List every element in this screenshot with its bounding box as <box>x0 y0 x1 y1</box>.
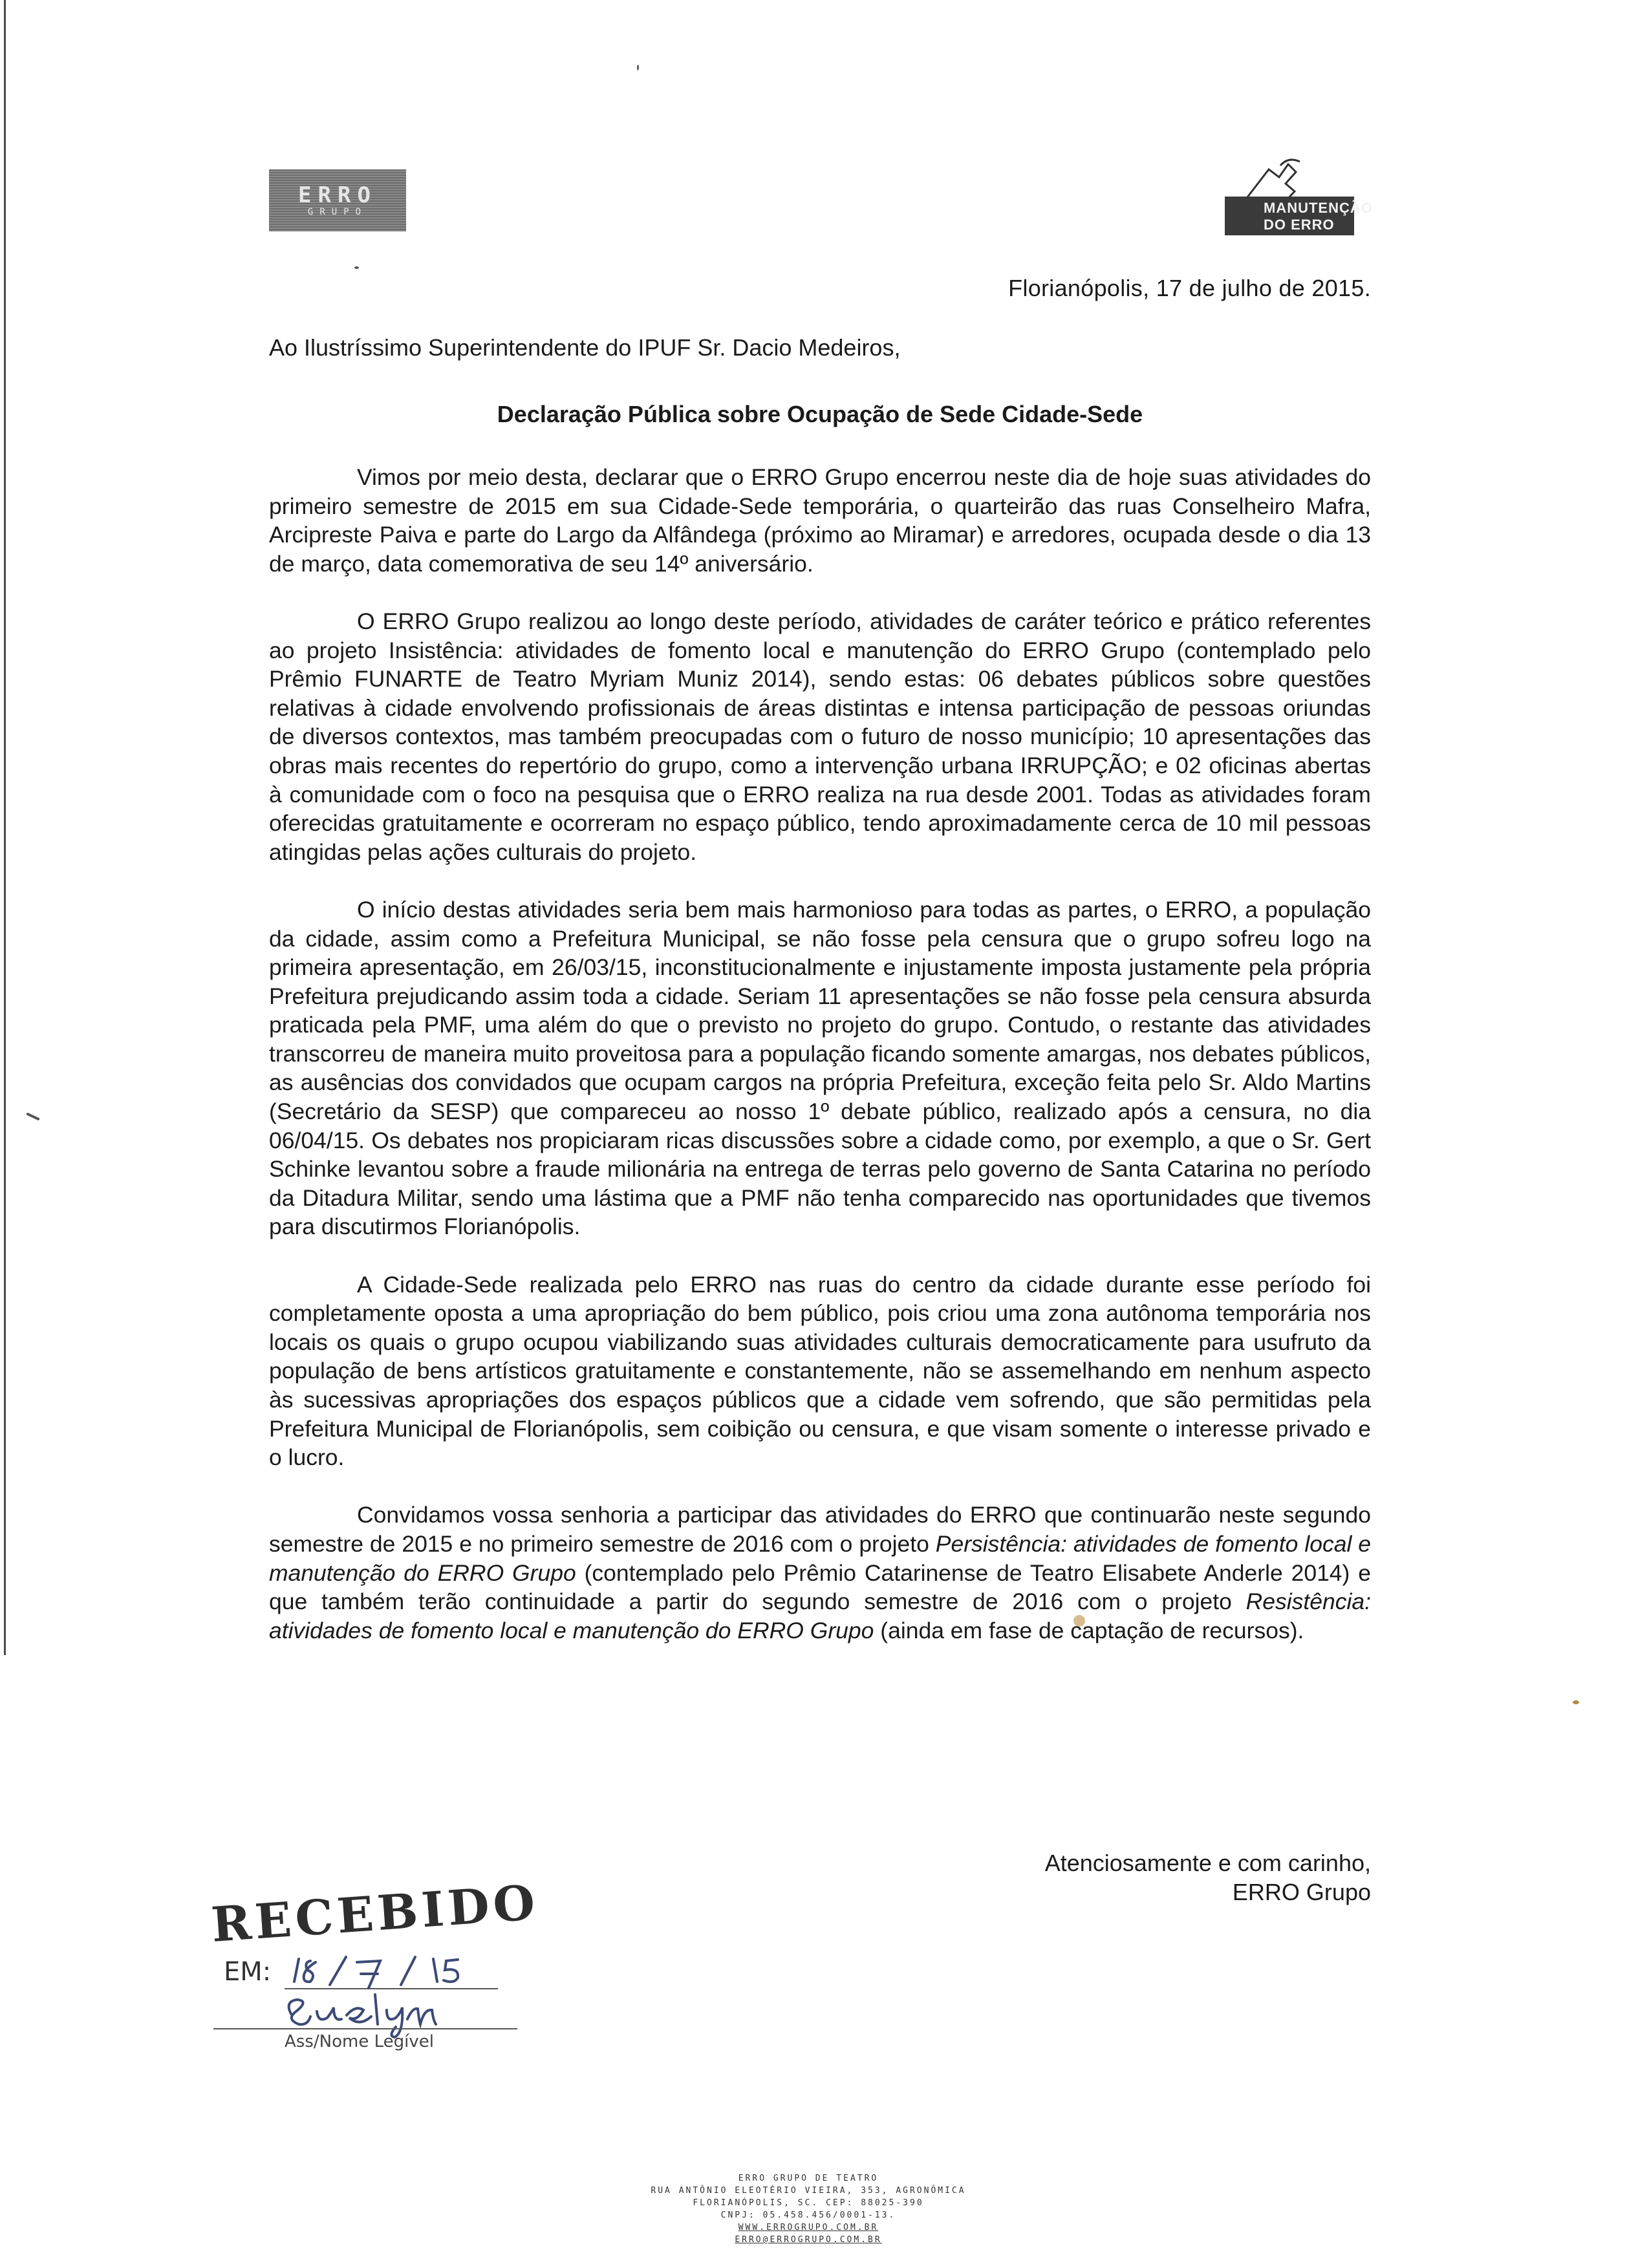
closing <box>841 1849 1371 1907</box>
logo-right-line2: DO ERRO <box>1264 217 1335 233</box>
footer-line-1: ERRO GRUPO DE TEATRO <box>738 2174 879 2183</box>
letter-date: Florianópolis, 17 de julho de 2015. <box>1008 275 1371 301</box>
paragraph-5-project-persistencia: Persistência: atividades de fomento local e manutenção do ERRO Grupo <box>269 1530 1372 1586</box>
paragraph-5 <box>269 1501 1371 1645</box>
paragraph-5-text-e: (ainda em fase de captação de recursos). <box>874 1617 1304 1643</box>
stamp-signature-line <box>213 2028 517 2029</box>
stamp-label: RECEBIDO <box>210 1874 541 1953</box>
paragraph-3: O início destas atividades seria bem mais harmonioso para todas as partes, o ERRO, a população da cidade, assim como a Prefeitura Municipal, se não fosse pela censura que o grupo sofreu logo na primeira apresentação, em 26/03/15, inconstitucionalmente e injustamente imposta justamente pela própria Prefeitura prejudicando assim toda a cidade. Seriam 11 apresentações se não fosse pela censura absurda praticada pela PMF, uma além do que o previsto no projeto do grupo. Contudo, o restante das atividades transcorreu de maneira muito proveitosa para a população ficando somente amargas, nos debates públicos, as ausências dos convidados que ocupam cargos na própria Prefeitura, exceção feita pelo Sr. Aldo Martins (Secretário da SESP) que compareceu ao nosso 1º debate público, realizado após a censura, no dia 06/04/15. Os debates nos propiciaram ricas discussões sobre a cidade como, por exemplo, a que o Sr. Gert Schinke levantou sobre a fraude milionária na entrega de terras pelo governo de Santa Catarina no período da Ditadura Militar, sendo uma lástima que a PMF não tenha comparecido nas oportunidades que tivemos para discutirmos Florianópolis. <box>269 896 1371 1240</box>
scan-edge-artifact <box>4 0 6 1655</box>
erro-grupo-logo <box>269 169 406 231</box>
paragraph-5-text-a: Convidamos vossa senhoria a participar das atividades do ERRO que continuarão neste segundo semestre de 2015 e no primeiro semestre de 2016 com o projeto <box>269 1502 1371 1557</box>
manutencao-do-erro-logo <box>1191 150 1373 241</box>
logo-left-line2: GRUPO <box>307 207 368 217</box>
paragraph-4: A Cidade-Sede realizada pelo ERRO nas ruas do centro da cidade durante esse período foi completamente oposta a uma apropriação do bem público, pois criou uma zona autônoma temporária nos locais os quais o grupo ocupou viabilizando suas atividades culturais democraticamente para usufruto da população de bens artísticos gratuitamente e constantemente, não se assemelhando em nenhum aspecto às sucessivas apropriações dos espaços públicos que a cidade vem sofrendo, que são permitidas pela Prefeitura Municipal de Florianópolis, sem coibição ou censura, e que visam somente o interesse privado e o lucro. <box>269 1271 1371 1471</box>
closing-line-1: Atenciosamente e com carinho, <box>1044 1850 1371 1876</box>
stamp-date-label: EM: <box>224 1957 272 1987</box>
scan-speck <box>1573 1700 1579 1704</box>
stamp-signature-handwritten <box>289 1995 436 2037</box>
stamp-caption: Ass/Nome Legível <box>285 2032 434 2051</box>
letter-title: Declaração Pública sobre Ocupação de Sede Cidade-Sede <box>497 401 1143 427</box>
paragraph-5-text-c: (contemplado pelo Prêmio Catarinense de Teatro Elisabete Anderle 2014) e que também terão continuidade a partir do segundo semestre de 2016 com o projeto <box>269 1559 1371 1615</box>
salutation: Ao Ilustríssimo Superintendente do IPUF Sr. Dacio Medeiros, <box>269 334 901 361</box>
paragraph-1: Vimos por meio desta, declarar que o ERRO Grupo encerrou neste dia de hoje suas atividades do primeiro semestre de 2015 em sua Cidade-Sede temporária, o quarteirão das ruas Conselheiro Mafra, Arcipreste Paiva e parte do Largo da Alfândega (próximo ao Miramar) e arredores, ocupada desde o dia 13 de março, data comemorativa de seu 14º aniversário. <box>269 464 1371 577</box>
scan-speck <box>637 65 639 70</box>
footer-address <box>582 2172 1035 2246</box>
letter-body <box>269 463 1371 1645</box>
logo-left-line1: ERRO <box>298 182 377 208</box>
footer-line-2: RUA ANTÔNIO ELEOTÉRIO VIEIRA, 353, AGRONÔMICA <box>651 2186 966 2196</box>
stamp-date-handwritten <box>294 1957 458 1988</box>
logo-right-line1: MANUTENÇÃO <box>1264 200 1373 216</box>
footer-website-link[interactable]: WWW.ERROGRUPO.COM.BR <box>738 2223 879 2232</box>
footer-line-3: FLORIANÓPOLIS, SC. CEP: 88025-390 <box>693 2198 924 2208</box>
scan-speck <box>354 266 359 269</box>
logo-right-badge <box>1225 197 1373 235</box>
scan-speck <box>26 1113 40 1121</box>
received-stamp <box>210 1874 550 2059</box>
paragraph-5-project-resistencia: Resistência: atividades de fomento local e manutenção do ERRO Grupo <box>269 1589 1371 1643</box>
footer-line-4: CNPJ: 05.458.456/0001-13. <box>720 2210 896 2220</box>
paragraph-2: O ERRO Grupo realizou ao longo deste período, atividades de caráter teórico e prático referentes ao projeto Insistência: atividades de fomento local e manutenção do ERRO Grupo (contemplado pelo Prêmio FUNARTE de Teatro Myriam Muniz 2014), sendo estas: 06 debates públicos sobre questões relativas à cidade envolvendo profissionais de áreas distintas e intensa participação de pessoas oriundas de diversos contextos, mas também preocupadas com o futuro de nosso município; 10 apresentações das obras mais recentes do repertório do grupo, como a intervenção urbana IRRUPÇÃO; e 02 oficinas abertas à comunidade com o foco na pesquisa que o ERRO realiza na rua desde 2001. Todas as atividades foram oferecidas gratuitamente e ocorreram no espaço público, tendo aproximadamente cerca de 10 mil pessoas atingidas pelas ações culturais do projeto. <box>269 608 1371 865</box>
closing-line-2: ERRO Grupo <box>1232 1878 1371 1905</box>
footer-email-link[interactable]: ERRO@ERROGRUPO.COM.BR <box>735 2235 882 2245</box>
